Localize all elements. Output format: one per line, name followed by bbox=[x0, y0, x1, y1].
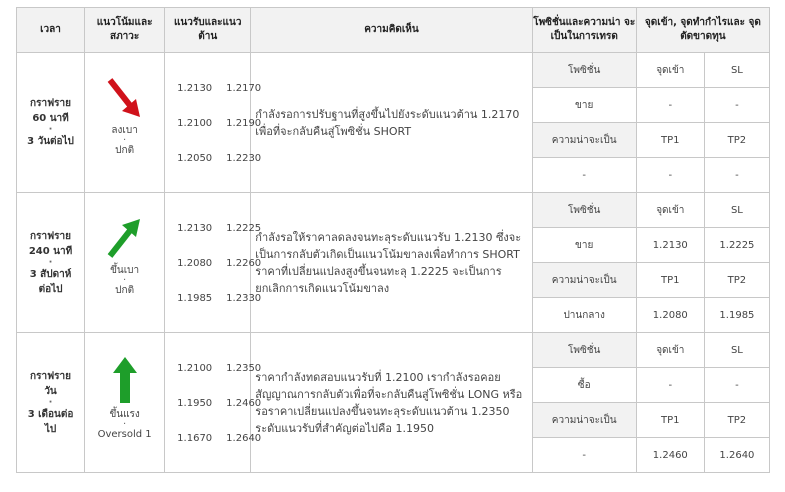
position-label: โพซิชั่น bbox=[532, 53, 636, 88]
position-value: ขาย bbox=[532, 228, 636, 263]
trend-state: Oversold 1 bbox=[97, 429, 152, 440]
position-label: โพซิชั่น bbox=[532, 333, 636, 368]
table-row bbox=[17, 333, 770, 368]
sr-cell bbox=[165, 193, 262, 333]
time-cell bbox=[17, 333, 85, 473]
resistance-value: 1.2460 bbox=[226, 398, 262, 409]
trend-cell bbox=[85, 333, 165, 473]
time-line1: กราฟราย bbox=[30, 98, 72, 109]
trend-cell bbox=[85, 53, 165, 193]
entry-value: 1.2130 bbox=[636, 228, 704, 263]
entry-label: จุดเข้า bbox=[636, 53, 704, 88]
time-line4: ต่อไป bbox=[38, 283, 63, 295]
support-value: 1.1670 bbox=[177, 433, 213, 444]
time-cell bbox=[17, 193, 85, 333]
trend-label: ขึ้นเบา bbox=[110, 265, 140, 276]
time-line3: 3 วันต่อไป bbox=[27, 136, 74, 147]
trend-label: ขึ้นแรง bbox=[109, 409, 140, 420]
support-value: 1.1950 bbox=[177, 398, 213, 409]
sr-row bbox=[177, 433, 262, 468]
sr-row bbox=[177, 118, 262, 153]
tp1-label: TP1 bbox=[636, 263, 704, 298]
forecast-table bbox=[16, 7, 770, 473]
resistance-value: 1.2230 bbox=[226, 153, 262, 164]
header-comment: ความคิดเห็น bbox=[251, 8, 532, 53]
comment-cell: กำลังรอการปรับฐานที่สูงขึ้นไปยังระดับแนวต้าน 1.2170 เพื่อที่จะกลับคืนสู่โพซิชั่น SHORT bbox=[251, 53, 532, 193]
resistance-value: 1.2170 bbox=[226, 83, 262, 94]
trend-dot: · bbox=[123, 135, 127, 146]
probability-label: ความน่าจะเป็น bbox=[532, 123, 636, 158]
support-value: 1.2080 bbox=[177, 258, 213, 269]
table-row bbox=[17, 53, 770, 88]
resistance-value: 1.2225 bbox=[226, 223, 262, 234]
support-value: 1.2130 bbox=[177, 223, 213, 234]
position-value: ซื้อ bbox=[532, 368, 636, 403]
sr-row bbox=[177, 258, 262, 293]
probability-value: - bbox=[532, 158, 636, 193]
time-line1: กราฟราย bbox=[30, 370, 72, 382]
support-value: 1.2130 bbox=[177, 83, 213, 94]
arrow-down-right-icon bbox=[107, 77, 143, 119]
header-trend: แนวโน้มและ สภาวะ bbox=[85, 8, 165, 53]
time-line2: 60 นาที bbox=[32, 113, 69, 124]
time-dot: · bbox=[48, 124, 53, 135]
header-row bbox=[17, 8, 770, 53]
time-line3: 3 เดือนต่อ bbox=[27, 408, 74, 420]
tp2-label: TP2 bbox=[704, 123, 769, 158]
time-line1: กราฟราย bbox=[30, 230, 72, 242]
probability-value: - bbox=[532, 438, 636, 473]
sl-value: - bbox=[704, 88, 769, 123]
entry-value: - bbox=[636, 368, 704, 403]
arrow-up-icon bbox=[113, 357, 137, 403]
tp1-label: TP1 bbox=[636, 403, 704, 438]
sr-row bbox=[177, 293, 262, 328]
trend-label: ลงเบา bbox=[111, 125, 138, 136]
sl-value: 1.2225 bbox=[704, 228, 769, 263]
tp1-value: 1.2080 bbox=[636, 298, 704, 333]
time-line2: 240 นาที bbox=[28, 245, 73, 257]
time-dot: · bbox=[48, 396, 53, 408]
trend-cell bbox=[85, 193, 165, 333]
time-line2: วัน bbox=[44, 385, 57, 397]
tp2-label: TP2 bbox=[704, 263, 769, 298]
entry-label: จุดเข้า bbox=[636, 333, 704, 368]
support-value: 1.2100 bbox=[177, 118, 213, 129]
sl-label: SL bbox=[704, 193, 769, 228]
resistance-value: 1.2260 bbox=[226, 258, 262, 269]
table-row bbox=[17, 193, 770, 228]
sr-row bbox=[177, 363, 262, 398]
sr-cell bbox=[165, 53, 262, 193]
sl-label: SL bbox=[704, 53, 769, 88]
time-line4: ไป bbox=[44, 423, 57, 435]
tp1-value: - bbox=[636, 158, 704, 193]
tp2-value: 1.2640 bbox=[704, 438, 769, 473]
tp2-label: TP2 bbox=[704, 403, 769, 438]
resistance-value: 1.2640 bbox=[226, 433, 262, 444]
trend-dot: · bbox=[123, 275, 127, 286]
sl-value: - bbox=[704, 368, 769, 403]
position-label: โพซิชั่น bbox=[532, 193, 636, 228]
support-value: 1.2050 bbox=[177, 153, 213, 164]
sr-row bbox=[177, 223, 262, 258]
resistance-value: 1.2330 bbox=[226, 293, 262, 304]
sl-label: SL bbox=[704, 333, 769, 368]
probability-label: ความน่าจะเป็น bbox=[532, 263, 636, 298]
comment-cell: ราคากำลังทดสอบแนวรับที่ 1.2100 เรากำลังรอคอยสัญญาณการกลับตัวเพื่อที่จะกลับคืนสู่โพซิชั่น LONG หรือรอราคาเปลี่ยนแปลงขึ้นจนทะลุระดับแนวต้าน 1.2350 ระดับแนวรับที่สำคัญต่อไปคือ 1.1950 bbox=[251, 333, 532, 473]
resistance-value: 1.2190 bbox=[226, 118, 262, 129]
time-dot: · bbox=[48, 256, 53, 268]
header-position: โพซิชั่นและความน่า จะเป็นในการเทรด bbox=[532, 8, 636, 53]
sr-row bbox=[177, 398, 262, 433]
header-entry: จุดเข้า, จุดทำกำไรและ จุดตัดขาดทุน bbox=[636, 8, 769, 53]
trend-dot: · bbox=[123, 419, 127, 430]
comment-cell: กำลังรอให้ราคาลดลงจนทะลุระดับแนวรับ 1.2130 ซึ่งจะเป็นการกลับตัวเกิดเป็นแนวโน้มขาลงเพื่อทำการ SHORT ราคาที่เปลี่ยนแปลงสูงขึ้นจนทะลุ 1.2225 จะเป็นการยกเลิกการเกิดแนวโน้มขาลง bbox=[251, 193, 532, 333]
tp2-value: 1.1985 bbox=[704, 298, 769, 333]
position-value: ขาย bbox=[532, 88, 636, 123]
probability-value: ปานกลาง bbox=[532, 298, 636, 333]
arrow-up-right-icon bbox=[107, 217, 143, 259]
support-value: 1.1985 bbox=[177, 293, 213, 304]
sr-row bbox=[177, 153, 262, 188]
header-support-resistance: แนวรับและแนว ต้าน bbox=[165, 8, 251, 53]
time-cell bbox=[17, 53, 85, 193]
trend-state: ปกติ bbox=[115, 285, 135, 296]
support-value: 1.2100 bbox=[177, 363, 213, 374]
trend-state: ปกติ bbox=[115, 145, 135, 156]
entry-value: - bbox=[636, 88, 704, 123]
tp2-value: - bbox=[704, 158, 769, 193]
sr-cell bbox=[165, 333, 262, 473]
sr-row bbox=[177, 83, 262, 118]
probability-label: ความน่าจะเป็น bbox=[532, 403, 636, 438]
tp1-value: 1.2460 bbox=[636, 438, 704, 473]
header-time: เวลา bbox=[17, 8, 85, 53]
resistance-value: 1.2350 bbox=[226, 363, 262, 374]
entry-label: จุดเข้า bbox=[636, 193, 704, 228]
tp1-label: TP1 bbox=[636, 123, 704, 158]
time-line3: 3 สัปดาห์ bbox=[29, 268, 72, 280]
